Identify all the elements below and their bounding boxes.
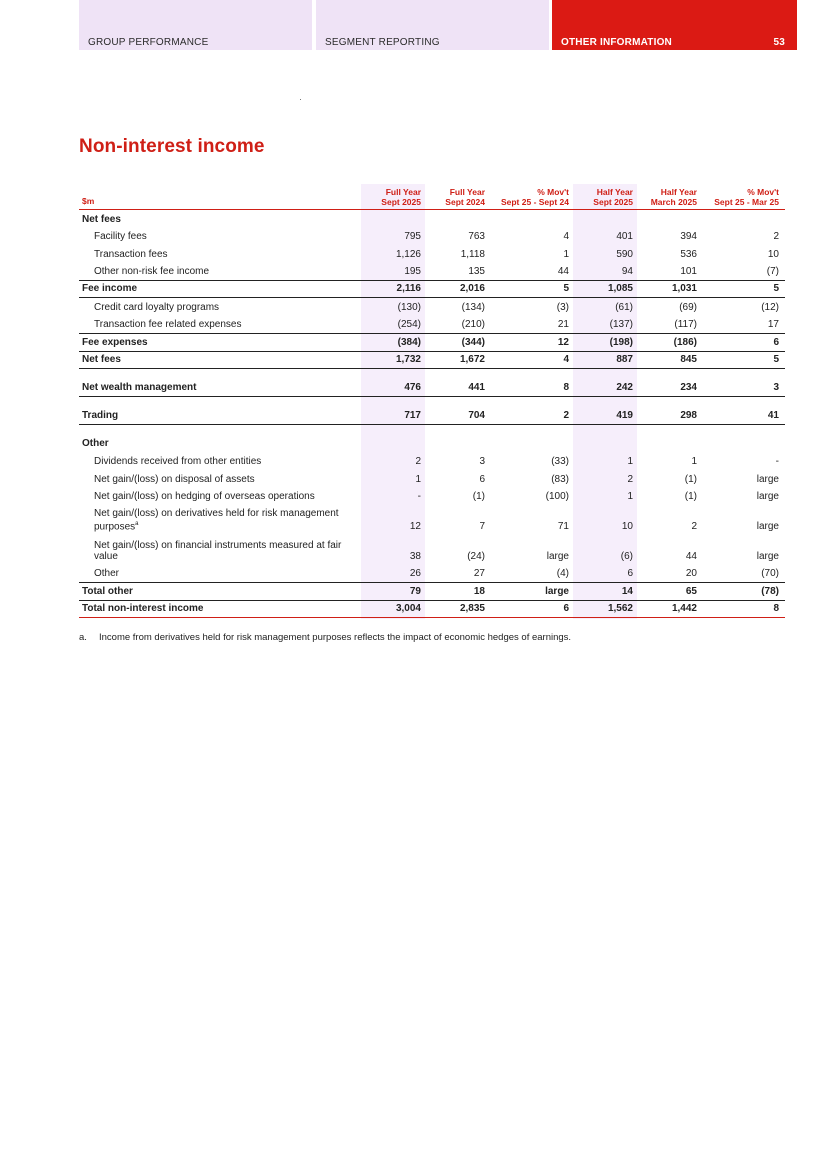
subtotal-row: Fee expenses (384) (344) 12 (198) (186) 6 xyxy=(79,334,785,352)
table-row: Transaction fees 1,126 1,118 1 590 536 10 xyxy=(94,249,779,261)
footnote-key: a. xyxy=(79,632,87,643)
unit-label: $m xyxy=(82,196,95,206)
table-row: Credit card loyalty programs (130) (134) (3) (61) (69) (12) xyxy=(94,302,779,314)
nav-tab-other-information[interactable] xyxy=(552,0,797,50)
stray-dot xyxy=(300,99,301,100)
section-heading: Net fees xyxy=(82,213,121,225)
column-header: Full Year Sept 2025 xyxy=(381,187,421,207)
footnote-text: Income from derivatives held for risk management purposes reflects the impact of economic hedges of earnings. xyxy=(99,632,572,643)
total-row: Net wealth management 476 441 8 242 234 3 xyxy=(79,379,785,397)
table-row: Transaction fee related expenses (254) (210) 21 (137) (117) 17 xyxy=(79,316,785,334)
table-row: Net gain/(loss) on disposal of assets 1 6 (83) 2 (1) large xyxy=(94,473,779,485)
nav-tab-group-performance[interactable] xyxy=(79,0,312,50)
column-header: Half Year Sept 2025 xyxy=(593,187,633,207)
subtotal-row: Fee income 2,116 2,016 5 1,085 1,031 5 xyxy=(79,281,785,299)
spacer xyxy=(79,369,785,379)
nav-tab-label: GROUP PERFORMANCE xyxy=(88,37,209,48)
table-row: Other non-risk fee income 195 135 44 94 101 (7) xyxy=(79,263,785,281)
total-row: Trading 717 704 2 419 298 41 xyxy=(79,407,785,425)
nav-tab-label: SEGMENT REPORTING xyxy=(325,37,440,48)
column-header: % Mov't Sept 25 - Sept 24 xyxy=(500,187,569,207)
non-interest-income-table xyxy=(79,184,785,618)
table-row: Facility fees 795 763 4 401 394 2 xyxy=(94,231,779,243)
table-row: Net gain/(loss) on derivatives held for risk management purposes$^a$ 12 7 71 10 2 large xyxy=(94,507,779,533)
table-header xyxy=(79,184,785,210)
nav-tab-segment-reporting[interactable] xyxy=(316,0,549,50)
column-header: Full Year Sept 2024 xyxy=(445,187,485,207)
page-title: Non-interest income xyxy=(79,136,265,157)
total-row: Total other 79 18 large 14 65 (78) xyxy=(79,583,785,601)
table-row: Net gain/(loss) on financial instruments measured at fair value 38 (24) large (6) 44 large xyxy=(94,540,779,563)
page-number: 53 xyxy=(773,37,785,48)
grand-total-row: Total non-interest income 3,004 2,835 6 1,562 1,442 8 xyxy=(79,601,785,619)
spacer xyxy=(79,397,785,407)
section-heading: Other xyxy=(82,438,109,450)
nav-tab-label: OTHER INFORMATION xyxy=(561,37,672,48)
column-header: % Mov't Sept 25 - Mar 25 xyxy=(714,187,779,207)
column-header: Half Year March 2025 xyxy=(650,187,697,207)
footnote xyxy=(79,632,571,643)
total-row: Net fees 1,732 1,672 4 887 845 5 xyxy=(79,352,785,370)
table-row: Dividends received from other entities 2 3 (33) 1 1 - xyxy=(94,455,779,467)
table-row: Net gain/(loss) on hedging of overseas operations - (1) (100) 1 (1) large xyxy=(94,491,779,503)
spacer xyxy=(79,425,785,435)
table-row: Other 26 27 (4) 6 20 (70) xyxy=(79,565,785,583)
